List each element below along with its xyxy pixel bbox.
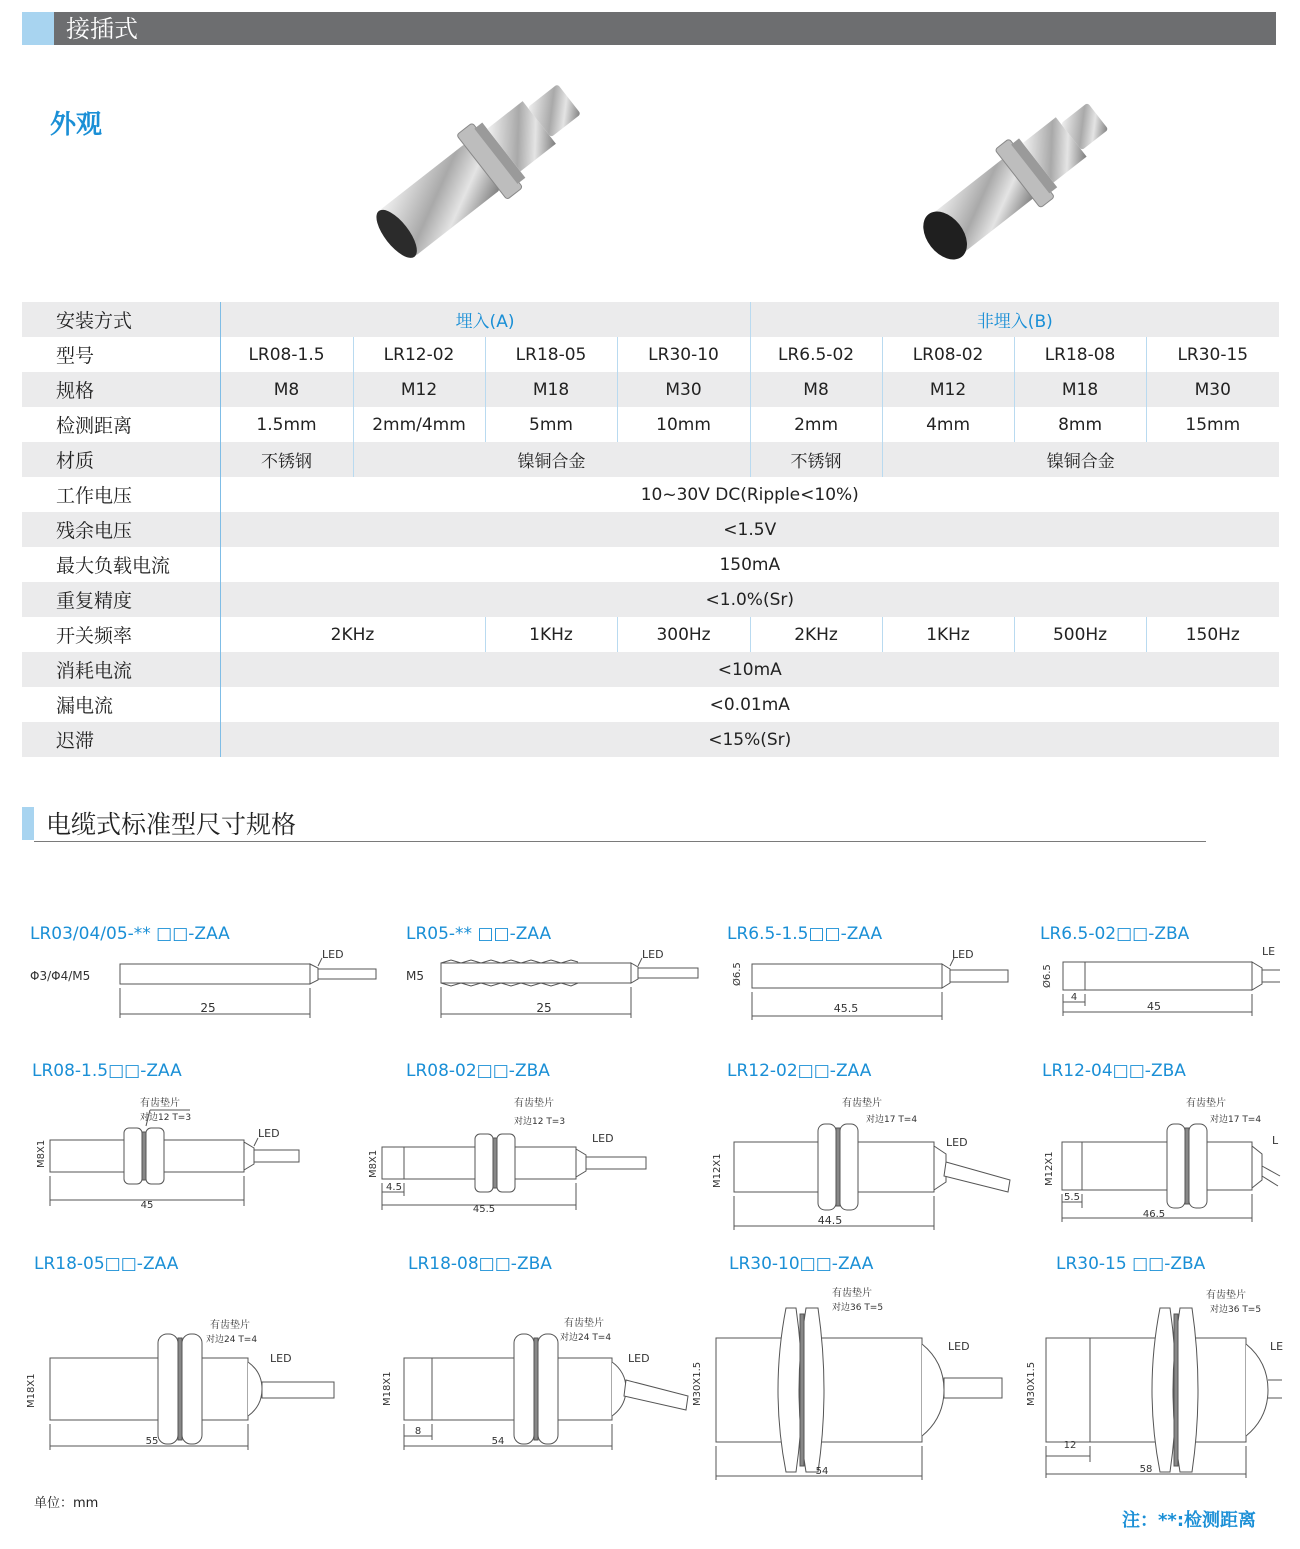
- table-cell: 2KHz: [220, 617, 485, 652]
- table-cell: 150mA: [220, 547, 1279, 582]
- drawing-lr08-02-zba: [382, 1134, 646, 1210]
- offset-label: 8: [414, 1426, 422, 1437]
- length-label: 45.5: [833, 1002, 859, 1015]
- drawing-lr08-1-5-zaa: [50, 1110, 299, 1206]
- washer-label: 有齿垫片: [1186, 1098, 1226, 1109]
- diameter-label: M30X1.5: [1026, 1361, 1037, 1406]
- table-cell: 10mm: [617, 407, 750, 442]
- diameter-label: Ø6.5: [732, 962, 743, 986]
- row-label: 最大负载电流: [22, 547, 220, 582]
- drawing-title: LR18-08□□-ZBA: [408, 1254, 552, 1274]
- table-cell: M12: [882, 372, 1014, 407]
- nut-label: 对边17 T=4: [1210, 1115, 1262, 1125]
- table-cell: M30: [1146, 372, 1279, 407]
- table-cell: LR08-1.5: [220, 337, 353, 372]
- row-label: 检测距离: [22, 407, 220, 442]
- offset-label: 4.5: [386, 1182, 402, 1193]
- nut-label: 对边36 T=5: [1210, 1305, 1262, 1315]
- table-cell: LR30-10: [617, 337, 750, 372]
- table-cell: 镍铜合金: [353, 442, 750, 477]
- table-cell: <10mA: [220, 652, 1279, 687]
- drawing-title: LR12-04□□-ZBA: [1042, 1061, 1186, 1081]
- drawing-title: LR18-05□□-ZAA: [34, 1254, 179, 1274]
- led-label: LED: [270, 1352, 292, 1365]
- table-cell: 2mm/4mm: [353, 407, 485, 442]
- led-label: LED: [642, 948, 664, 961]
- length-label: 45.5: [472, 1204, 496, 1215]
- length-label: 45: [1147, 1000, 1161, 1013]
- row-label: 工作电压: [22, 477, 220, 512]
- length-label: 44.5: [817, 1214, 843, 1227]
- section-title: 接插式: [66, 15, 138, 43]
- table-cell: M8: [750, 372, 882, 407]
- length-label: 46.5: [1142, 1209, 1166, 1220]
- table-cell: 不锈钢: [750, 442, 882, 477]
- washer-label: 有齿垫片: [210, 1320, 250, 1331]
- nut-label: 对边17 T=4: [866, 1115, 918, 1125]
- led-label: LED: [322, 948, 344, 961]
- length-label: 58: [1139, 1464, 1153, 1475]
- drawing-title: LR30-10□□-ZAA: [729, 1254, 874, 1274]
- nut-label: 对边12 T=3: [514, 1117, 566, 1127]
- washer-label: 有齿垫片: [564, 1318, 604, 1329]
- diameter-label: M30X1.5: [692, 1361, 703, 1406]
- diameter-label: M18X1: [26, 1373, 37, 1408]
- table-cell: LR12-02: [353, 337, 485, 372]
- diameter-label: M8X1: [368, 1149, 379, 1178]
- length-label: 54: [815, 1466, 829, 1477]
- led-label: LED: [258, 1127, 280, 1140]
- washer-label: 有齿垫片: [832, 1288, 872, 1299]
- table-cell: 150Hz: [1146, 617, 1279, 652]
- diameter-label: M12X1: [712, 1153, 723, 1188]
- section-title: 电缆式标准型尺寸规格: [46, 810, 297, 839]
- led-label: LED: [948, 1340, 970, 1353]
- led-label: LED: [946, 1136, 968, 1149]
- washer-label: 有齿垫片: [514, 1098, 554, 1109]
- washer-label: 有齿垫片: [842, 1098, 882, 1109]
- table-cell: M18: [1014, 372, 1146, 407]
- table-cell: 镍铜合金: [882, 442, 1279, 477]
- drawing-title: LR6.5-02□□-ZBA: [1040, 924, 1190, 944]
- table-cell: M18: [485, 372, 617, 407]
- appearance-label: 外观: [50, 110, 103, 140]
- row-label: 型号: [22, 337, 220, 372]
- table-cell: 1.5mm: [220, 407, 353, 442]
- drawing-lr30-10-zaa: [716, 1308, 1002, 1480]
- row-label: 开关频率: [22, 617, 220, 652]
- drawing-lr6-5-zaa: [752, 958, 1008, 1020]
- length-label: 55: [145, 1436, 159, 1447]
- footnote: 注：**:检测距离: [1122, 1510, 1257, 1531]
- row-label: 漏电流: [22, 687, 220, 722]
- drawing-lr6-5-zba: [1063, 962, 1280, 1016]
- nut-label: 对边24 T=4: [206, 1335, 258, 1345]
- led-label: LE: [1270, 1340, 1284, 1353]
- table-cell: 1KHz: [485, 617, 617, 652]
- nut-label: 对边24 T=4: [560, 1333, 612, 1343]
- led-label: LED: [592, 1132, 614, 1145]
- led-label: L: [1272, 1134, 1279, 1147]
- length-label: 25: [200, 1001, 216, 1015]
- led-label: LE: [1262, 945, 1276, 958]
- diameter-label: M18X1: [382, 1371, 393, 1406]
- table-cell: <0.01mA: [220, 687, 1279, 722]
- drawing-title: LR05-** □□-ZAA: [406, 924, 552, 944]
- drawing-lr05-zaa: [441, 958, 698, 1018]
- table-cell: <1.5V: [220, 512, 1279, 547]
- table-cell: M30: [617, 372, 750, 407]
- length-label: 54: [491, 1436, 505, 1447]
- nut-label: 对边12 T=3: [140, 1113, 192, 1123]
- drawing-title: LR6.5-1.5□□-ZAA: [727, 924, 883, 944]
- diameter-label: Φ3/Φ4/M5: [30, 969, 91, 983]
- table-cell: LR30-15: [1146, 337, 1279, 372]
- table-cell: 10~30V DC(Ripple<10%): [220, 477, 1279, 512]
- row-label: 迟滞: [22, 722, 220, 757]
- diameter-label: M12X1: [1044, 1151, 1055, 1186]
- table-cell: M8: [220, 372, 353, 407]
- table-cell: LR08-02: [882, 337, 1014, 372]
- row-label: 重复精度: [22, 582, 220, 617]
- diameter-label: Ø6.5: [1042, 964, 1053, 988]
- length-label: 25: [536, 1001, 552, 1015]
- row-label: 安装方式: [22, 302, 220, 337]
- table-cell: <15%(Sr): [220, 722, 1279, 757]
- row-label: 材质: [22, 442, 220, 477]
- table-cell: 2KHz: [750, 617, 882, 652]
- row-label: 消耗电流: [22, 652, 220, 687]
- washer-label: 有齿垫片: [140, 1098, 180, 1109]
- length-label: 45: [140, 1200, 154, 1211]
- row-label: 规格: [22, 372, 220, 407]
- led-label: LED: [952, 948, 974, 961]
- drawing-title: LR03/04/05-** □□-ZAA: [30, 924, 230, 944]
- washer-label: 有齿垫片: [1206, 1290, 1246, 1301]
- offset-label: 5.5: [1064, 1192, 1080, 1203]
- offset-label: 12: [1063, 1440, 1077, 1451]
- table-cell: <1.0%(Sr): [220, 582, 1279, 617]
- table-cell: 5mm: [485, 407, 617, 442]
- group-a-header: 埋入(A): [220, 302, 750, 337]
- table-cell: 8mm: [1014, 407, 1146, 442]
- table-cell: 1KHz: [882, 617, 1014, 652]
- table-cell: 15mm: [1146, 407, 1279, 442]
- table-cell: M12: [353, 372, 485, 407]
- drawing-title: LR08-02□□-ZBA: [406, 1061, 550, 1081]
- drawing-title: LR30-15 □□-ZBA: [1056, 1254, 1206, 1274]
- diameter-label: M5: [406, 969, 424, 983]
- row-label: 残余电压: [22, 512, 220, 547]
- table-cell: 4mm: [882, 407, 1014, 442]
- drawing-title: LR12-02□□-ZAA: [727, 1061, 872, 1081]
- table-cell: LR18-08: [1014, 337, 1146, 372]
- offset-label: 4: [1070, 992, 1078, 1003]
- led-label: LED: [628, 1352, 650, 1365]
- table-cell: 2mm: [750, 407, 882, 442]
- drawing-title: LR08-1.5□□-ZAA: [32, 1061, 182, 1081]
- table-cell: 不锈钢: [220, 442, 353, 477]
- unit-label: 单位：mm: [34, 1496, 99, 1511]
- nut-label: 对边36 T=5: [832, 1303, 884, 1313]
- diameter-label: M8X1: [36, 1139, 47, 1168]
- table-cell: LR6.5-02: [750, 337, 882, 372]
- table-cell: LR18-05: [485, 337, 617, 372]
- drawing-lr30-15-zba: [1046, 1308, 1282, 1478]
- table-cell: 300Hz: [617, 617, 750, 652]
- drawing-lr03-04-05-zaa: [120, 958, 376, 1018]
- drawing-lr12-02-zaa: [734, 1124, 1010, 1230]
- table-cell: 500Hz: [1014, 617, 1146, 652]
- group-b-header: 非埋入(B): [750, 302, 1279, 337]
- drawing-lr12-04-zba: [1062, 1124, 1280, 1222]
